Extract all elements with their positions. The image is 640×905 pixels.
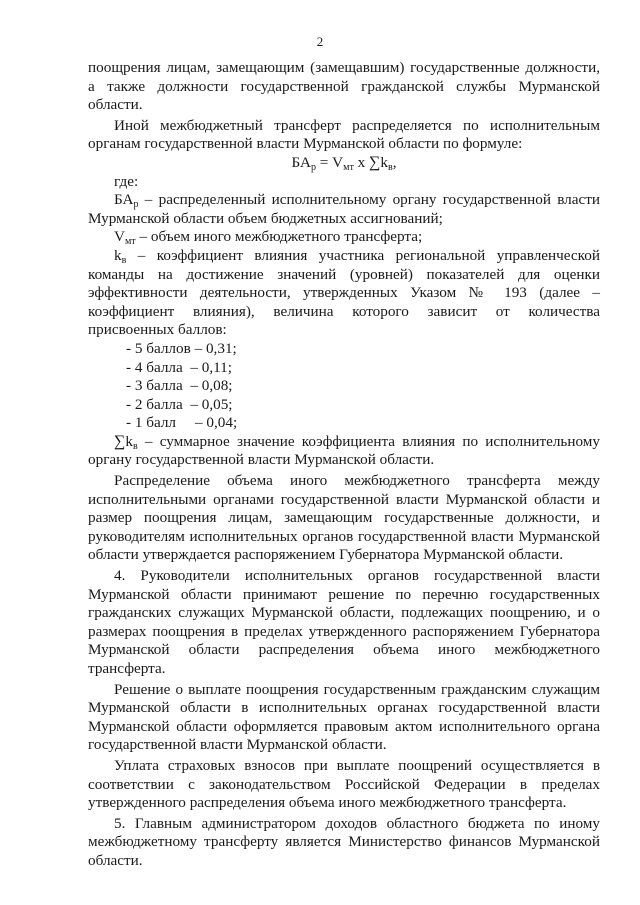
- definition-k-sub: в: [121, 254, 127, 266]
- list-item: - 3 балла – 0,08;: [126, 377, 233, 395]
- formula-v: V: [332, 153, 344, 171]
- paragraph-intro: поощрения лицам, замещающим (замещавшим) государственные должности, а также должности государственной гражданской службы Мурманской области.: [88, 59, 600, 114]
- definition-ba-sub: р: [133, 199, 139, 211]
- formula-k-sub: в: [388, 161, 393, 173]
- paragraph-5: 5. Главным администратором доходов областного бюджета по иному межбюджетному трансферту является Министерство финансов Мурманской области.: [88, 814, 600, 869]
- definition-v-term: V: [114, 228, 125, 246]
- formula-times: x: [353, 153, 369, 171]
- definition-sum: [88, 433, 600, 470]
- paragraph-distribution: Распределение объема иного межбюджетного трансферта между исполнительными органами государственной власти Мурманской области и размер поощрения лицам, замещающим государственные должности, и руководителям исполнительных органов государственной власти Мурманской области утверждается распоряжением Губернатора Мурманской области.: [88, 472, 600, 564]
- formula-v-sub: мт: [343, 161, 354, 173]
- definition-k-term: k: [114, 246, 122, 264]
- formula-ba: БА: [291, 153, 311, 171]
- paragraph-formula-intro: Иной межбюджетный трансферт распределяется по исполнительным органам государственной власти Мурманской области по формуле:: [88, 116, 600, 153]
- definition-sum-text: – суммарное значение коэффициента влияния по исполнительному органу государственной власти Мурманской области.: [88, 432, 600, 469]
- definition-ba-term: БА: [114, 191, 134, 209]
- paragraph-insurance: Уплата страховых взносов при выплате поощрений осуществляется в соответствии с законодательством Российской Федерации в пределах утвержденного распределения объема иного межбюджетного трансферта.: [88, 756, 600, 812]
- paragraph-4: 4. Руководители исполнительных органов государственной власти Мурманской области принимают решение по перечню государственных гражданских служащих Мурманской области, подлежащих поощрению, и о размерах поощрения в пределах утвержденного распоряжением Губернатора Мурманской области распределения объема иного межбюджетного трансферта.: [88, 567, 600, 677]
- definition-k: [88, 247, 600, 340]
- where-label: где:: [114, 172, 139, 190]
- formula: [88, 154, 600, 173]
- score-list: [88, 340, 600, 433]
- definition-v: [88, 228, 600, 247]
- definition-sum-symbol: ∑: [114, 432, 126, 450]
- definition-ba: [88, 191, 600, 228]
- list-item: - 1 балл – 0,04;: [126, 414, 238, 432]
- document-body: [88, 59, 600, 871]
- definition-v-text: – объем иного межбюджетного трансферта;: [135, 228, 423, 246]
- definition-k-text: – коэффициент влияния участника региональной управленческой команды на достижение значений (уровней) показателей для оценки эффективности деятельности, утвержденных Указом № 193 (далее – коэффициент влияния), величина которого зависит от количества присвоенных баллов:: [88, 246, 600, 339]
- definition-ba-text: – распределенный исполнительному органу государственной власти Мурманской области объем бюджетных ассигнований;: [88, 191, 600, 227]
- definition-v-sub: мт: [124, 236, 136, 248]
- definition-sum-term: k: [125, 432, 133, 450]
- page-number: 2: [316, 34, 324, 49]
- paragraph-decision: Решение о выплате поощрения государственным гражданским служащим Мурманской области в исполнительных органах государственной власти Мурманской области оформляется правовым актом исполнительного органа государственной власти Мурманской области.: [88, 680, 600, 754]
- formula-end: ,: [392, 153, 397, 171]
- formula-k: k: [380, 153, 388, 171]
- formula-ba-sub: р: [310, 161, 316, 173]
- list-item: - 5 баллов – 0,31;: [126, 339, 237, 357]
- list-item: - 2 балла – 0,05;: [126, 395, 233, 413]
- formula-eq: =: [315, 153, 333, 171]
- formula-sum-symbol: ∑: [369, 153, 381, 171]
- list-item: - 4 балла – 0,11;: [126, 358, 232, 376]
- definition-sum-sub: в: [133, 440, 138, 452]
